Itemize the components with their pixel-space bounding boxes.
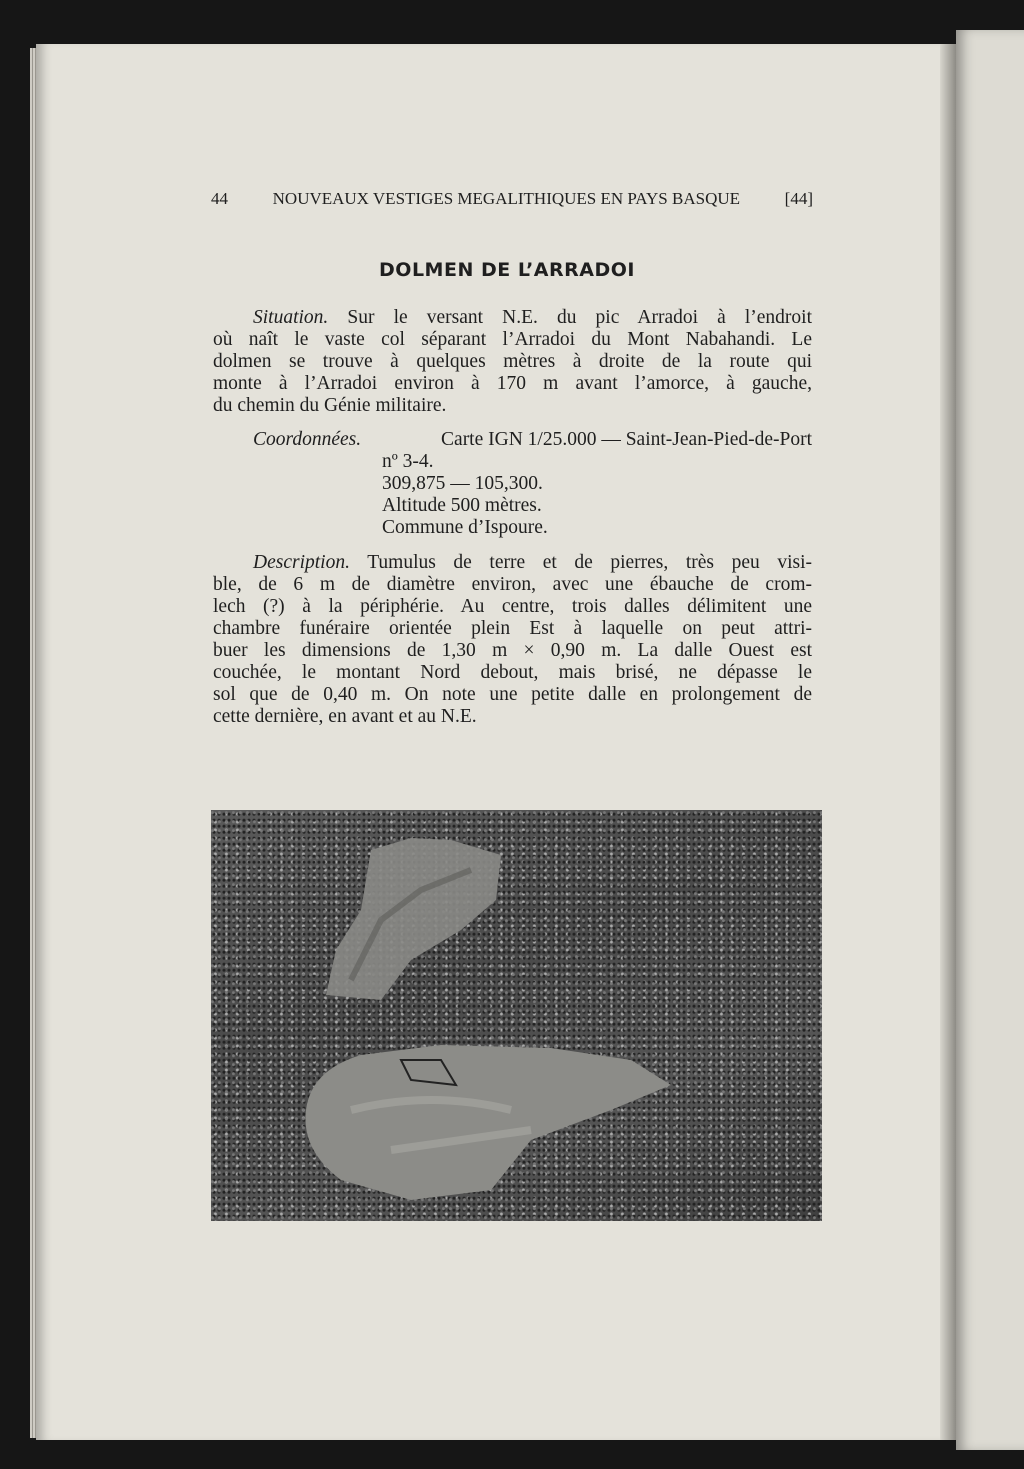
facing-page-edge	[956, 30, 1024, 1450]
description-label: Description.	[253, 552, 350, 573]
text-line: 309,875 — 105,300.	[382, 473, 543, 494]
text-line: où naît le vaste col séparant l’Arradoi du Mont Nabahandi. Le	[213, 329, 812, 350]
text-line: dolmen se trouve à quelques mètres à droite de la route qui	[213, 351, 812, 372]
page-number: 44	[211, 189, 228, 208]
text-line: chambre funéraire orientée plein Est à laquelle on peut attri-	[213, 618, 812, 639]
text-line: sol que de 0,40 m. On note une petite dalle en prolongement de	[213, 684, 812, 705]
fallen-slab	[305, 1045, 671, 1200]
text-line: buer les dimensions de 1,30 m × 0,90 m. La dalle Ouest est	[213, 640, 812, 661]
text-line: monte à l’Arradoi environ à 170 m avant l’amorce, à gauche,	[213, 373, 812, 394]
running-title: NOUVEAUX VESTIGES MEGALITHIQUES EN PAYS BASQUE	[272, 189, 741, 208]
text-line: cette dernière, en avant et au N.E.	[213, 706, 477, 727]
text-line: Altitude 500 mètres.	[382, 495, 542, 516]
text-line: du chemin du Génie militaire.	[213, 395, 447, 416]
text-line: Situation. Sur le versant N.E. du pic Arradoi à l’endroit	[253, 307, 813, 328]
running-header	[211, 189, 813, 209]
coordonnees-label: Coordonnées.	[253, 429, 362, 450]
text-line: lech (?) à la périphérie. Au centre, trois dalles délimitent une	[213, 596, 812, 617]
text-line: couchée, le montant Nord debout, mais brisé, ne dépasse le	[213, 662, 812, 683]
text-line: nº 3-4.	[382, 451, 434, 472]
situation-label: Situation.	[253, 307, 329, 328]
text-line: Commune d’Ispoure.	[382, 517, 548, 538]
bracket-page-number: [44]	[784, 189, 813, 208]
text-line: ble, de 6 m de diamètre environ, avec une ébauche de crom-	[213, 574, 812, 595]
book-page	[36, 44, 948, 1440]
text-line: Description. Tumulus de terre et de pierres, très peu visi-	[253, 552, 812, 573]
book-gutter	[940, 44, 956, 1440]
text-line: Coordonnées. Carte IGN 1/25.000 — Saint-Jean-Pied-de-Port	[253, 429, 812, 450]
dolmen-photograph	[211, 810, 822, 1221]
section-title: DOLMEN DE L’ARRADOI	[379, 259, 635, 281]
